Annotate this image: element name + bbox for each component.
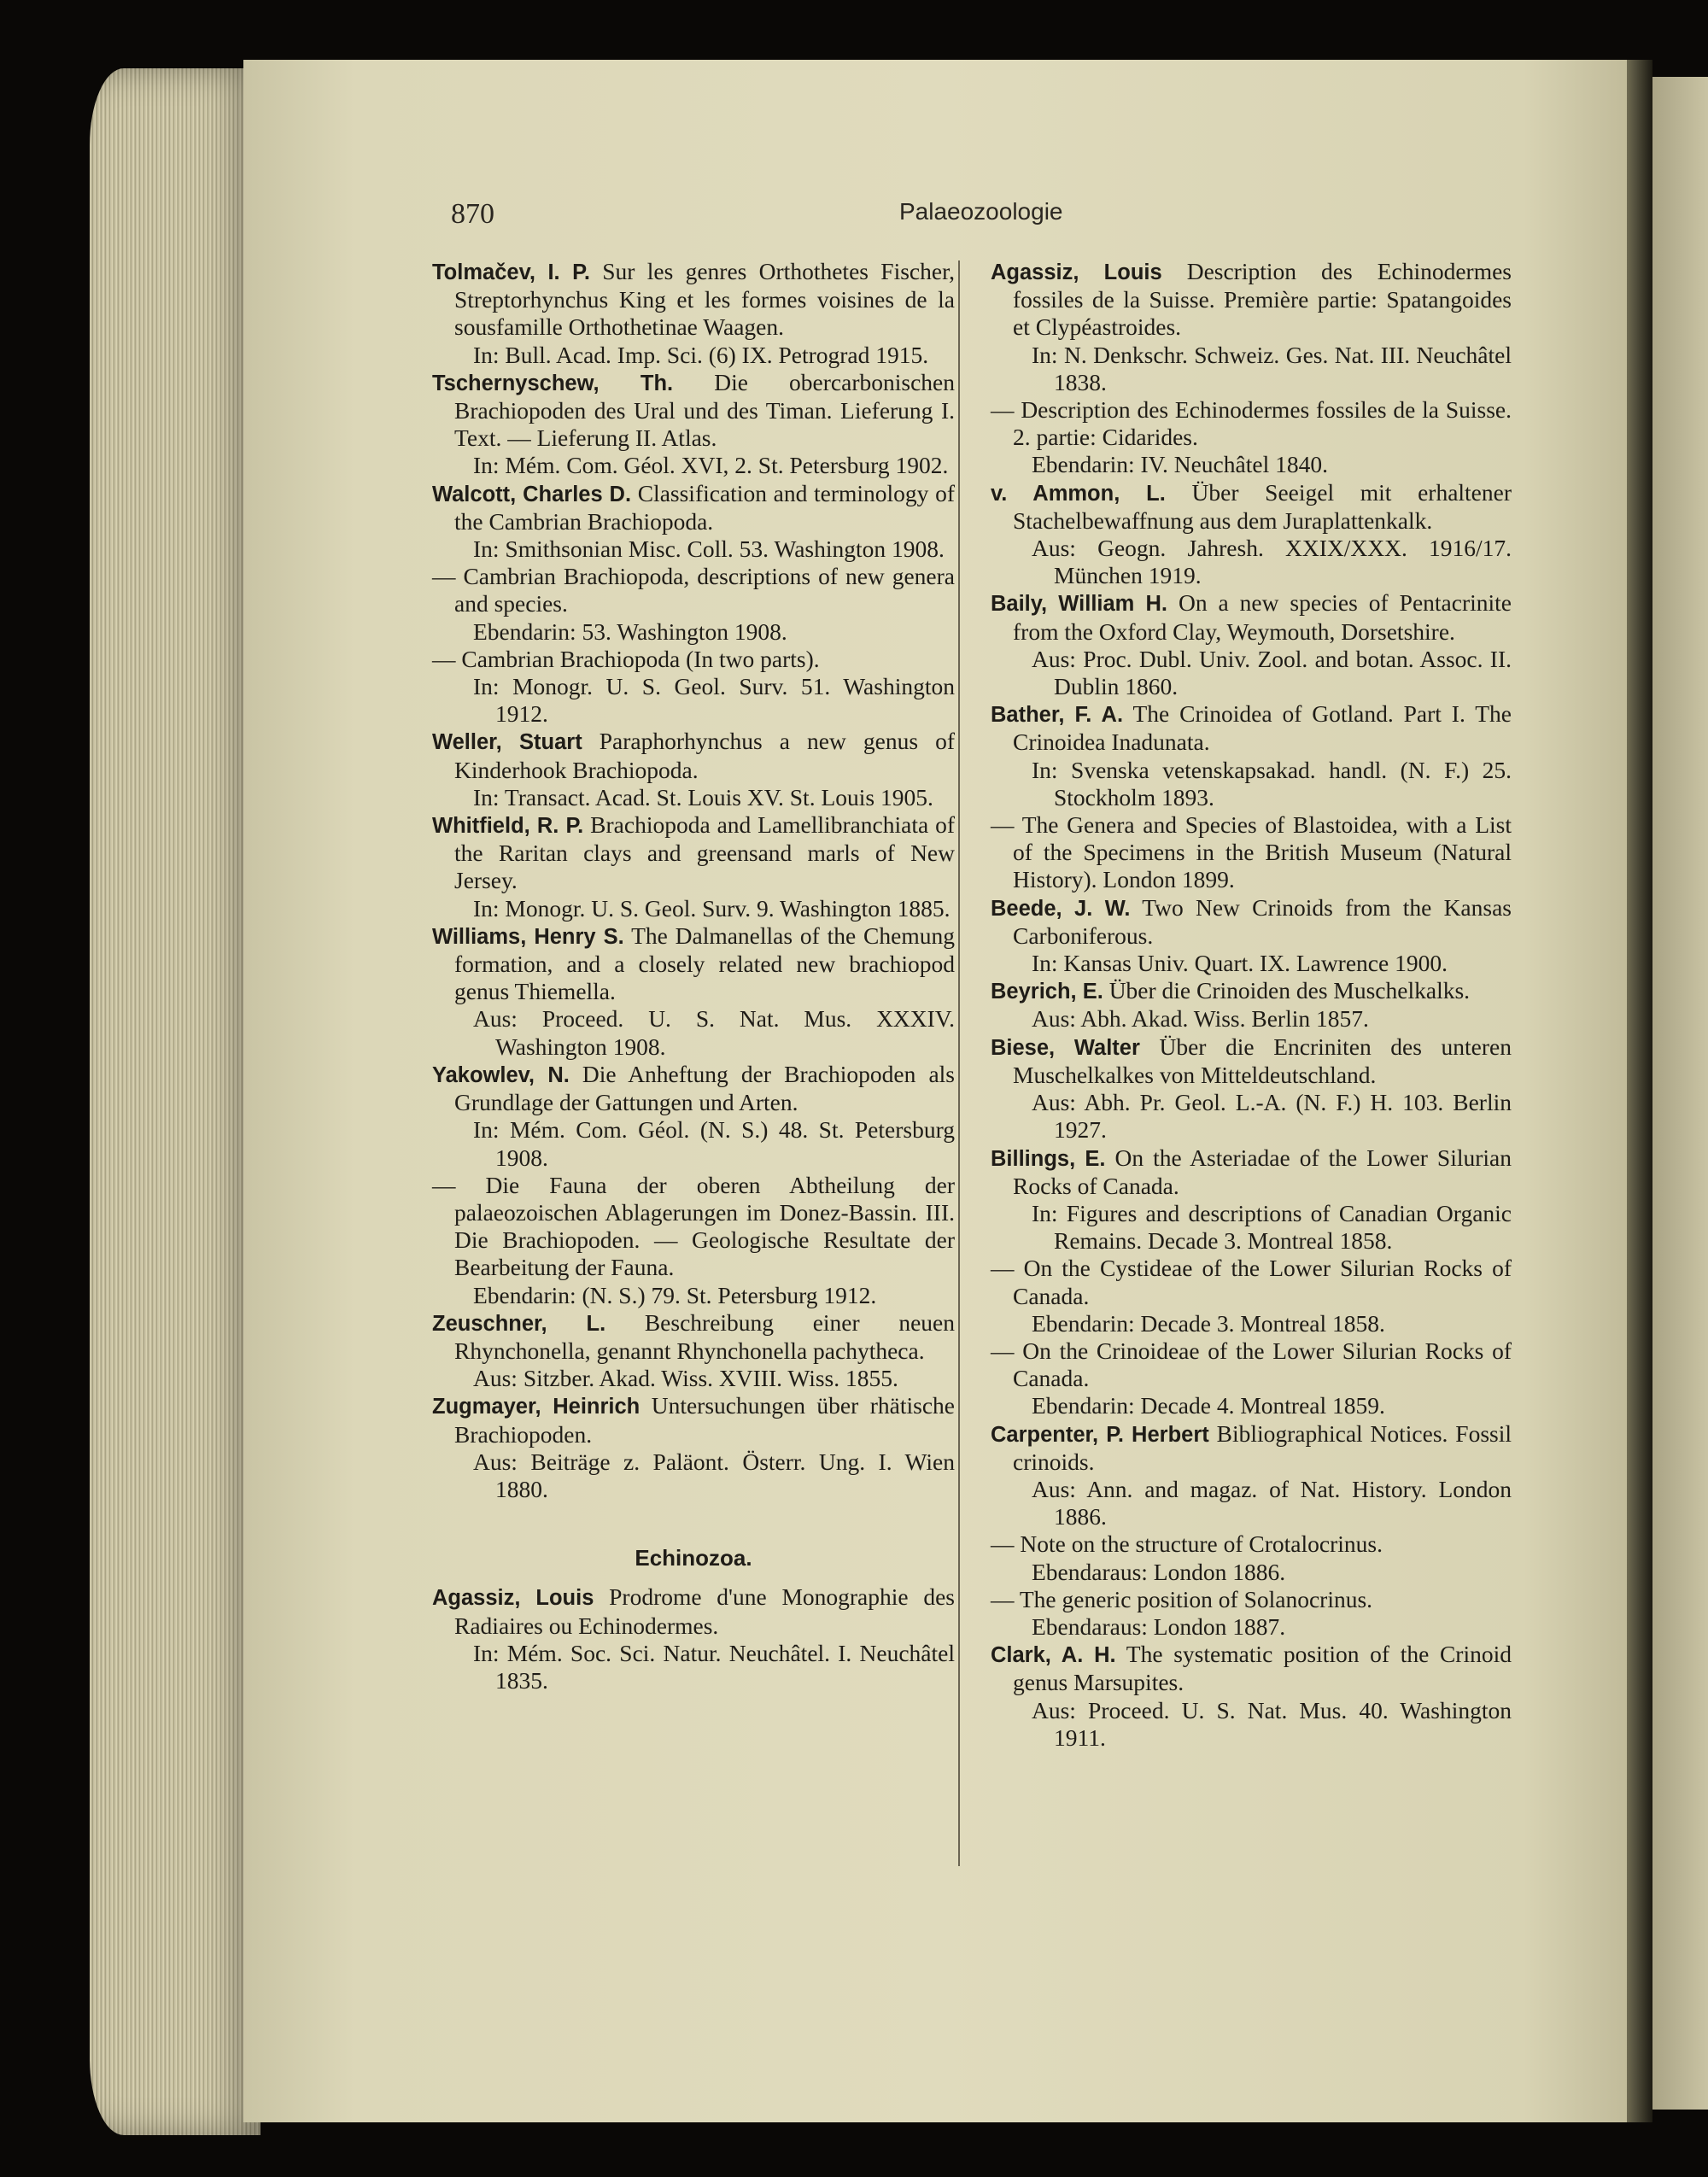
entry-main — [991, 1255, 1512, 1309]
entry-title: Paraphorhynchus a new genus of Kinderhook Brachiopoda. — [454, 728, 955, 783]
entry-title: — Note on the structure of Crotalocrinus. — [991, 1530, 1383, 1558]
right-column — [991, 258, 1512, 1752]
bibliography-entry — [991, 396, 1512, 479]
entry-main — [991, 1585, 1512, 1613]
entry-main — [432, 645, 955, 673]
page-number: 870 — [451, 198, 494, 230]
entry-title: — Cambrian Brachiopoda, descriptions of new genera and species. — [432, 563, 955, 617]
entry-title: — Die Fauna der oberen Abtheilung der palaeozoischen Ablagerungen im Donez-Bassin. III. Die Brachiopoden. — Geologische Resultate der Bearbeitung der Fauna. — [432, 1171, 955, 1281]
book-page-edges — [90, 68, 260, 2135]
left-column — [432, 258, 955, 1694]
left-entries-after — [432, 1583, 955, 1694]
entry-title: Brachiopoda and Lamellibranchiata of the Raritan clays and greensand marls of New Jersey. — [454, 811, 956, 894]
entry-title: The systematic position of the Crinoid genus Marsupites. — [1013, 1641, 1512, 1696]
entry-title: — Cambrian Brachiopoda (In two parts). — [432, 645, 820, 672]
entry-author: Carpenter, P. Herbert — [991, 1422, 1209, 1447]
entry-title: Die obercarbonischen Brachiopoden des Ural und des Timan. Lieferung I. Text. — Lieferung II. Atlas. — [454, 368, 955, 452]
bibliography-entry — [991, 1586, 1512, 1641]
entry-title: Classification and terminology of the Cambrian Brachiopoda. — [454, 479, 956, 535]
entry-publication: Aus: Proc. Dubl. Univ. Zool. and botan. Assoc. II. Dublin 1860. — [1032, 645, 1512, 700]
entry-publication: Ebendarin: 53. Washington 1908. — [473, 617, 787, 645]
entry-main — [432, 479, 956, 535]
entry-title: Über Seeigel mit erhaltener Stachelbewaffnung aus dem Juraplattenkalk. — [1013, 478, 1512, 534]
entry-publication: In: Mém. Com. Géol. XVI, 2. St. Petersburg 1902. — [473, 452, 949, 479]
entry-publication: In: Mém. Soc. Sci. Natur. Neuchâtel. I. Neuchâtel 1835. — [473, 1639, 955, 1694]
entry-main — [991, 893, 1512, 950]
entry-main — [991, 589, 1512, 645]
bibliography-entry — [991, 977, 1512, 1033]
entry-title: Die Anheftung der Brachiopoden als Grundlage der Gattungen und Arten. — [454, 1060, 955, 1116]
entry-publication: In: Monogr. U. S. Geol. Surv. 9. Washington 1885. — [473, 894, 951, 922]
entry-publication: In: Bull. Acad. Imp. Sci. (6) IX. Petrograd 1915. — [473, 341, 929, 368]
entry-title: — On the Crinoideae of the Lower Silurian Rocks of Canada. — [991, 1337, 1512, 1392]
section-heading: Echinozoa. — [635, 1545, 752, 1571]
entry-main — [991, 478, 1512, 535]
bibliography-entry — [432, 811, 955, 922]
bibliography-entry — [432, 1172, 955, 1309]
bibliography-entry — [991, 258, 1512, 396]
entry-main — [432, 811, 956, 895]
entry-title: — The generic position of Solanocrinus. — [991, 1585, 1373, 1612]
bibliography-entry — [432, 728, 955, 811]
entry-title: Über die Encriniten des unteren Muschelkalkes von Mitteldeutschland. — [1013, 1033, 1512, 1088]
entry-main — [991, 1641, 1512, 1696]
column-divider — [958, 260, 960, 1866]
entry-publication: Ebendarin: Decade 3. Montreal 1858. — [1032, 1309, 1385, 1337]
entry-main — [991, 1033, 1512, 1089]
entry-publication: Aus: Sitzber. Akad. Wiss. XVIII. Wiss. 1855. — [473, 1365, 898, 1392]
entry-main — [432, 1171, 955, 1282]
entry-author: Baily, William H. — [991, 592, 1167, 617]
entry-publication: Aus: Abh. Akad. Wiss. Berlin 1857. — [1032, 1005, 1369, 1033]
entry-main — [432, 258, 955, 342]
entry-main — [432, 728, 955, 783]
entry-author: Billings, E. — [991, 1146, 1106, 1171]
bibliography-entry — [991, 1337, 1512, 1420]
entry-publication: In: Figures and descriptions of Canadian Organic Remains. Decade 3. Montreal 1858. — [1032, 1199, 1512, 1255]
bibliography-entry — [991, 811, 1512, 894]
entry-publication: Ebendarin: (N. S.) 79. St. Petersburg 1912. — [473, 1281, 877, 1308]
entry-title: The Crinoidea of Gotland. Part I. The Crinoidea Inadunata. — [1013, 700, 1512, 756]
entry-publication: Aus: Proceed. U. S. Nat. Mus. XXXIV. Washington 1908. — [473, 1005, 955, 1060]
entry-main — [991, 700, 1512, 756]
entry-publication: In: Svenska vetenskapsakad. handl. (N. F.) 25. Stockholm 1893. — [1032, 756, 1512, 811]
entry-publication: Ebendarin: IV. Neuchâtel 1840. — [1032, 451, 1328, 478]
entry-title: — Description des Echinodermes fossiles de la Suisse. 2. partie: Cidarides. — [991, 396, 1512, 451]
entry-author: Walcott, Charles D. — [432, 482, 632, 506]
entry-author: Biese, Walter — [991, 1035, 1140, 1060]
bibliography-entry — [432, 369, 955, 480]
entry-main — [991, 1337, 1512, 1392]
entry-author: Beede, J. W. — [991, 896, 1131, 921]
bibliography-entry — [432, 480, 955, 564]
bibliography-entry — [991, 1033, 1512, 1144]
entry-publication: Aus: Ann. and magaz. of Nat. History. London 1886. — [1032, 1475, 1512, 1530]
bibliography-entry — [991, 1530, 1512, 1585]
entry-title: Beschreibung einer neuen Rhynchonella, genannt Rhynchonella pachytheca. — [454, 1308, 955, 1364]
entry-main — [432, 563, 955, 617]
entry-publication: Ebendaraus: London 1886. — [1032, 1558, 1286, 1585]
entry-title: — On the Cystideae of the Lower Silurian Rocks of Canada. — [991, 1255, 1512, 1309]
entry-author: v. Ammon, L. — [991, 481, 1166, 506]
entry-main — [432, 922, 955, 1006]
entry-title: The Dalmanellas of the Chemung formation, and a closely related new brachiopod genus Thiemella. — [454, 922, 955, 1005]
entry-author: Tschernyschew, Th. — [432, 371, 674, 395]
entry-main — [991, 1144, 1512, 1200]
entry-publication: In: Mém. Com. Géol. (N. S.) 48. St. Petersburg 1908. — [473, 1116, 955, 1171]
entry-author: Williams, Henry S. — [432, 924, 624, 949]
entry-publication: Aus: Proceed. U. S. Nat. Mus. 40. Washington 1911. — [1032, 1696, 1512, 1751]
bibliography-entry — [432, 646, 955, 729]
entry-publication: Aus: Beiträge z. Paläont. Österr. Ung. I. Wien 1880. — [473, 1448, 955, 1502]
entry-author: Agassiz, Louis — [432, 1586, 594, 1611]
entry-author: Bather, F. A. — [991, 703, 1124, 728]
entry-title: Untersuchungen über rhätische Brachiopoden. — [454, 1392, 955, 1448]
entry-author: Clark, A. H. — [991, 1643, 1116, 1668]
entry-publication: In: Transact. Acad. St. Louis XV. St. Louis 1905. — [473, 783, 933, 811]
bibliography-entry — [432, 563, 955, 646]
bibliography-entry — [991, 1144, 1512, 1255]
entry-author: Weller, Stuart — [432, 730, 582, 755]
entry-publication: Ebendarin: Decade 4. Montreal 1859. — [1032, 1392, 1385, 1419]
entry-main — [432, 1583, 955, 1639]
entry-title: Über die Crinoiden des Muschelkalks. — [1108, 977, 1471, 1004]
left-entries — [432, 258, 955, 1503]
entry-title: Description des Echinodermes fossiles de la Suisse. Première partie: Spatangoides et Clypéastroides. — [1013, 258, 1512, 341]
bibliography-entry — [991, 1641, 1512, 1752]
entry-main — [991, 1530, 1512, 1558]
entry-title: On the Asteriadae of the Lower Silurian Rocks of Canada. — [1013, 1144, 1512, 1199]
bibliography-entry — [991, 700, 1512, 811]
entry-title: Sur les genres Orthothetes Fischer, Streptorhynchus King et les formes voisines de la sousfamille Orthothetinae Waagen. — [454, 258, 955, 341]
entry-publication: In: Smithsonian Misc. Coll. 53. Washington 1908. — [473, 535, 945, 563]
running-head: Palaeozoologie — [899, 198, 1063, 225]
entry-title: Two New Crinoids from the Kansas Carboniferous. — [1013, 893, 1512, 949]
entry-publication: Aus: Geogn. Jahresh. XXIX/XXX. 1916/17. München 1919. — [1032, 535, 1512, 589]
entry-publication: Ebendaraus: London 1887. — [1032, 1612, 1286, 1640]
bibliography-entry — [991, 894, 1512, 978]
entry-main — [432, 368, 955, 453]
entry-title: On a new species of Pentacrinite from the Oxford Clay, Weymouth, Dorsetshire. — [1013, 589, 1512, 645]
entry-main — [991, 1419, 1512, 1476]
entry-main — [991, 258, 1512, 342]
bibliography-entry — [432, 1061, 955, 1172]
bibliography-entry — [432, 922, 955, 1061]
bibliography-entry — [432, 1309, 955, 1393]
entry-author: Yakowlev, N. — [432, 1062, 570, 1087]
entry-publication: In: N. Denkschr. Schweiz. Ges. Nat. III. Neuchâtel 1838. — [1032, 341, 1512, 395]
entry-main — [432, 1308, 955, 1365]
entry-main — [432, 1392, 955, 1448]
entry-author: Agassiz, Louis — [991, 260, 1162, 284]
facing-page-edge — [1652, 77, 1708, 2110]
entry-author: Whitfield, R. P. — [432, 814, 584, 839]
book-gutter — [1627, 60, 1652, 2122]
entry-main — [991, 396, 1512, 451]
entry-publication: In: Monogr. U. S. Geol. Surv. 51. Washington 1912. — [473, 673, 955, 728]
right-entries — [991, 258, 1512, 1752]
bibliography-entry — [991, 479, 1512, 590]
bibliography-entry — [991, 1255, 1512, 1337]
bibliography-entry — [432, 1392, 955, 1503]
bibliography-entry — [432, 258, 955, 369]
entry-title: Prodrome d'une Monographie des Radiaires ou Echinodermes. — [454, 1583, 955, 1639]
entry-main — [991, 811, 1512, 894]
bibliography-entry — [432, 1583, 955, 1694]
entry-author: Zugmayer, Heinrich — [432, 1395, 640, 1419]
entry-author: Tolmačev, I. P. — [432, 260, 590, 284]
bibliography-entry — [991, 1420, 1512, 1531]
entry-title: Bibliographical Notices. Fossil crinoids. — [1013, 1419, 1512, 1475]
entry-main — [991, 977, 1512, 1005]
entry-title: — The Genera and Species of Blastoidea, with a List of the Specimens in the British Museum (Natural History). London 1899. — [991, 811, 1512, 893]
entry-author: Zeuschner, L. — [432, 1311, 606, 1336]
entry-publication: Aus: Abh. Pr. Geol. L.-A. (N. F.) H. 103. Berlin 1927. — [1032, 1089, 1512, 1144]
entry-publication: In: Kansas Univ. Quart. IX. Lawrence 1900. — [1032, 950, 1448, 977]
entry-author: Beyrich, E. — [991, 980, 1103, 1004]
entry-main — [432, 1060, 955, 1116]
bibliography-entry — [991, 589, 1512, 700]
